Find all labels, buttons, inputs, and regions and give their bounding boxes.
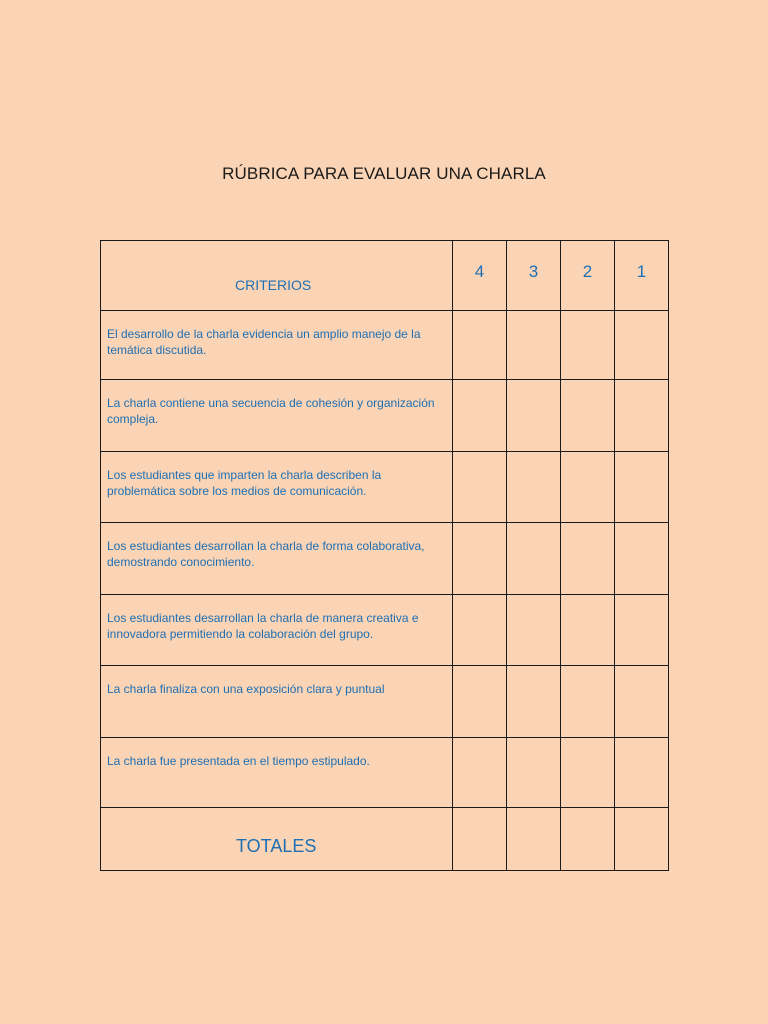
score-header-2	[561, 241, 615, 311]
criterion-row	[101, 595, 669, 666]
score-cell-4[interactable]	[453, 595, 507, 666]
score-cell-4[interactable]	[453, 452, 507, 523]
criterion-cell	[101, 523, 453, 595]
score-cell-4[interactable]	[453, 666, 507, 738]
criterion-cell	[101, 738, 453, 808]
criterion-row	[101, 452, 669, 523]
score-header-label: 4	[474, 262, 485, 281]
score-header-1	[615, 241, 669, 311]
criterion-cell	[101, 311, 453, 380]
score-cell-2[interactable]	[561, 666, 615, 738]
score-cell-4[interactable]	[453, 738, 507, 808]
score-cell-2[interactable]	[561, 523, 615, 595]
score-cell-4[interactable]	[453, 523, 507, 595]
criterion-text: Los estudiantes desarrollan la charla de manera creativa e innovadora permitiendo la colaboración del grupo.	[107, 611, 419, 641]
criterion-row	[101, 666, 669, 738]
document-title: RÚBRICA PARA EVALUAR UNA CHARLA	[222, 164, 546, 183]
score-cell-3[interactable]	[507, 666, 561, 738]
score-cell-4[interactable]	[453, 311, 507, 380]
total-cell-2[interactable]	[561, 808, 615, 871]
header-row	[101, 241, 669, 311]
total-cell-3[interactable]	[507, 808, 561, 871]
score-cell-1[interactable]	[615, 666, 669, 738]
score-cell-1[interactable]	[615, 738, 669, 808]
score-cell-2[interactable]	[561, 595, 615, 666]
score-cell-4[interactable]	[453, 380, 507, 452]
total-cell-1[interactable]	[615, 808, 669, 871]
score-cell-3[interactable]	[507, 523, 561, 595]
score-header-label: 2	[582, 262, 593, 281]
totals-label: TOTALES	[236, 836, 317, 856]
score-header-label: 3	[528, 262, 539, 281]
score-cell-1[interactable]	[615, 452, 669, 523]
criterion-row	[101, 380, 669, 452]
score-cell-2[interactable]	[561, 738, 615, 808]
criteria-header-label: CRITERIOS	[235, 277, 312, 293]
score-cell-1[interactable]	[615, 311, 669, 380]
score-cell-3[interactable]	[507, 311, 561, 380]
score-cell-1[interactable]	[615, 523, 669, 595]
criterion-text: La charla contiene una secuencia de cohesión y organización compleja.	[107, 396, 435, 426]
score-cell-1[interactable]	[615, 380, 669, 452]
score-cell-3[interactable]	[507, 595, 561, 666]
criterion-cell	[101, 666, 453, 738]
criterion-text: Los estudiantes desarrollan la charla de forma colaborativa, demostrando conocimiento.	[107, 539, 425, 569]
criterion-text: La charla finaliza con una exposición clara y puntual	[107, 682, 385, 696]
score-cell-2[interactable]	[561, 452, 615, 523]
score-cell-1[interactable]	[615, 595, 669, 666]
totals-cell	[101, 808, 453, 871]
score-cell-2[interactable]	[561, 380, 615, 452]
criterion-text: La charla fue presentada en el tiempo estipulado.	[107, 754, 370, 768]
criterion-text: Los estudiantes que imparten la charla describen la problemática sobre los medios de comunicación.	[107, 468, 382, 498]
totals-row	[101, 808, 669, 871]
score-header-3	[507, 241, 561, 311]
score-cell-3[interactable]	[507, 452, 561, 523]
score-cell-3[interactable]	[507, 380, 561, 452]
criterion-cell	[101, 452, 453, 523]
criterion-row	[101, 523, 669, 595]
score-cell-2[interactable]	[561, 311, 615, 380]
criterion-row	[101, 738, 669, 808]
score-cell-3[interactable]	[507, 738, 561, 808]
criterion-text: El desarrollo de la charla evidencia un amplio manejo de la temática discutida.	[107, 327, 421, 357]
criterion-cell	[101, 595, 453, 666]
score-header-label: 1	[636, 262, 647, 281]
criterion-cell	[101, 380, 453, 452]
criteria-header-cell	[101, 241, 453, 311]
total-cell-4[interactable]	[453, 808, 507, 871]
criterion-row	[101, 311, 669, 380]
rubric-table	[100, 240, 669, 871]
score-header-4	[453, 241, 507, 311]
